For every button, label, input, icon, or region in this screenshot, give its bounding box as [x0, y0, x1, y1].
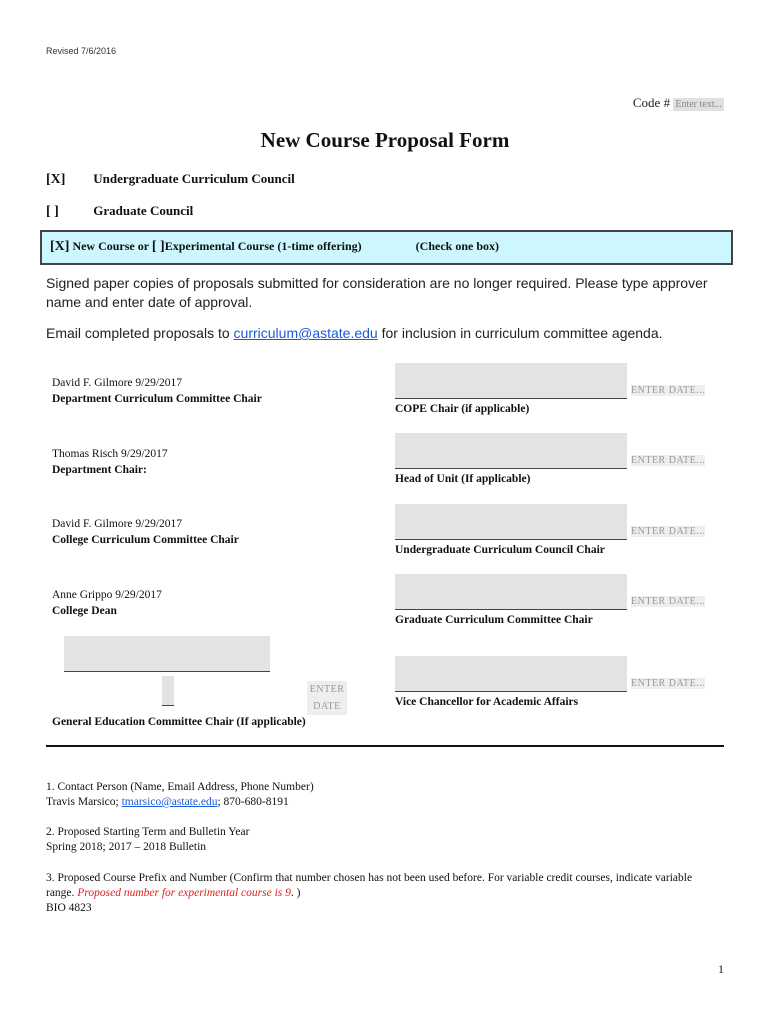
gen-ed-signature-input-continued[interactable] — [162, 676, 174, 706]
checkbox-graduate[interactable]: [ ] — [46, 204, 59, 219]
date-input[interactable]: ENTER DATE... — [631, 385, 706, 396]
council-undergraduate[interactable] — [46, 171, 295, 188]
term-value: Spring 2018; 2017 – 2018 Bulletin — [46, 841, 207, 853]
checkbox-undergraduate[interactable]: [X] — [46, 172, 66, 187]
gen-ed-role: General Education Committee Chair (If applicable) — [52, 716, 306, 728]
gen-ed-date-input[interactable] — [307, 681, 347, 715]
approver-college-dean — [52, 587, 162, 619]
signature-role: Vice Chancellor for Academic Affairs — [395, 696, 579, 708]
contact-phone: ; 870-680-8191 — [217, 796, 289, 808]
approver-role: College Curriculum Committee Chair — [52, 534, 239, 546]
curriculum-email-link[interactable]: curriculum@astate.edu — [233, 325, 378, 341]
approver-role: Department Chair: — [52, 464, 147, 476]
signature-role: Undergraduate Curriculum Council Chair — [395, 544, 605, 556]
date-input[interactable]: ENTER DATE... — [631, 678, 706, 689]
prefix-value: BIO 4823 — [46, 902, 92, 914]
item-prefix — [46, 871, 716, 916]
term-heading: 2. Proposed Starting Term and Bulletin Year — [46, 826, 250, 838]
page-title: New Course Proposal Form — [260, 128, 510, 152]
checkbox-new-course[interactable]: [X] — [50, 239, 70, 254]
approver-name[interactable]: Anne Grippo 9/29/2017 — [52, 589, 162, 601]
section-divider — [46, 745, 724, 747]
approver-role: College Dean — [52, 605, 117, 617]
code-input[interactable]: Enter text... — [675, 99, 722, 110]
date-input[interactable]: ENTER DATE... — [631, 526, 706, 537]
contact-email-link[interactable]: tmarsico@astate.edu — [121, 796, 218, 808]
revised-date: Revised 7/6/2016 — [46, 46, 117, 56]
check-one-note: (Check one box) — [415, 239, 499, 253]
signature-input[interactable] — [395, 656, 627, 692]
checkbox-experimental-course[interactable]: [ ] — [151, 239, 165, 254]
item-term — [46, 825, 716, 855]
contact-name: Travis Marsico; — [46, 796, 122, 808]
approver-college-curriculum — [52, 516, 239, 548]
approver-name[interactable]: David F. Gilmore 9/29/2017 — [52, 518, 183, 530]
or-label: or — [137, 239, 149, 253]
prefix-heading — [46, 871, 716, 901]
signature-input[interactable] — [395, 433, 627, 469]
code-label: Code # — [632, 95, 671, 110]
signature-input[interactable] — [395, 504, 627, 540]
council-graduate[interactable] — [46, 203, 193, 220]
approver-name[interactable]: David F. Gilmore 9/29/2017 — [52, 377, 183, 389]
experimental-number-note: Proposed number for experimental course is 9 — [77, 887, 291, 899]
council-label: Undergraduate Curriculum Council — [93, 171, 295, 186]
date-placeholder-line: DATE — [307, 698, 347, 715]
contact-heading: 1. Contact Person (Name, Email Address, Phone Number) — [46, 781, 314, 793]
signed-instructions: Signed paper copies of proposals submitted for consideration are no longer required. Please type approver name and enter date of approval. — [46, 275, 708, 310]
signature-input[interactable] — [395, 574, 627, 610]
experimental-course-label: Experimental Course (1-time offering) — [164, 239, 362, 253]
signature-role: Head of Unit (If applicable) — [395, 473, 531, 485]
email-instructions — [46, 324, 736, 343]
prefix-heading-text: 3. Proposed Course Prefix and Number (Confirm that number chosen has not been used before. For variable credit courses, indicate variable range. — [46, 872, 693, 899]
council-label: Graduate Council — [93, 203, 194, 218]
gen-ed-signature-input[interactable] — [64, 636, 270, 672]
email-suffix: for inclusion in curriculum committee agenda. — [377, 325, 663, 341]
approver-dept-chair — [52, 446, 168, 478]
signature-role: COPE Chair (if applicable) — [395, 403, 530, 415]
date-input[interactable]: ENTER DATE... — [631, 455, 706, 466]
prefix-heading-end: . ) — [290, 887, 301, 899]
page-number: 1 — [718, 962, 724, 976]
approver-name[interactable]: Thomas Risch 9/29/2017 — [52, 448, 168, 460]
contact-value — [46, 795, 716, 810]
item-contact — [46, 780, 716, 810]
new-course-label: New Course — [72, 239, 135, 253]
date-placeholder-line: ENTER — [307, 681, 347, 698]
email-prefix: Email completed proposals to — [46, 325, 234, 341]
signature-input[interactable] — [395, 363, 627, 399]
approver-role: Department Curriculum Committee Chair — [52, 393, 262, 405]
code-field — [633, 95, 724, 111]
course-type-box — [40, 230, 733, 265]
signature-role: Graduate Curriculum Committee Chair — [395, 614, 593, 626]
approver-dept-curriculum — [52, 375, 262, 407]
date-input[interactable]: ENTER DATE... — [631, 596, 706, 607]
